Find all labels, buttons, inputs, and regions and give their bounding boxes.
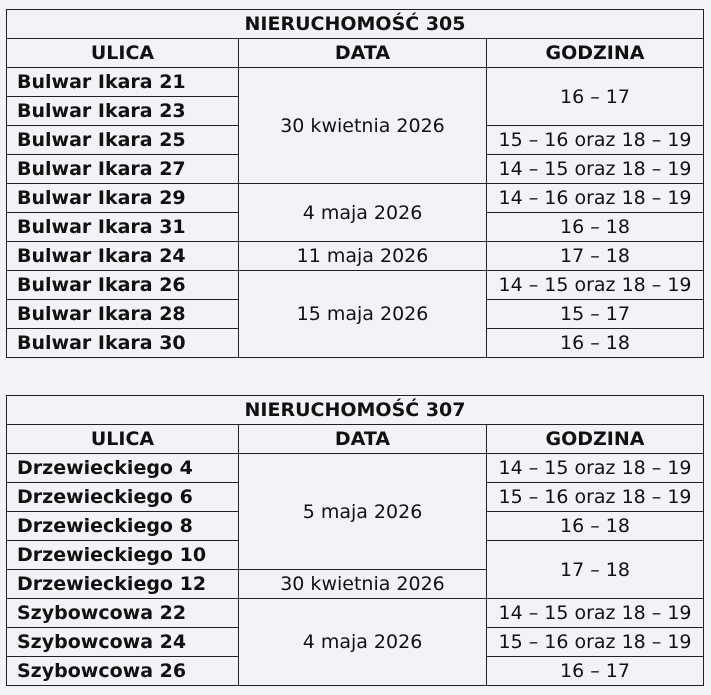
table-row	[7, 454, 704, 483]
table-row	[7, 242, 704, 271]
hour-cell: 15 – 16 oraz 18 – 19	[487, 628, 704, 657]
hour-cell: 14 – 15 oraz 18 – 19	[487, 454, 704, 483]
date-cell: 5 maja 2026	[239, 454, 487, 570]
street-cell: Bulwar Ikara 31	[7, 213, 239, 242]
street-cell: Bulwar Ikara 21	[7, 68, 239, 97]
hour-cell: 14 – 15 oraz 18 – 19	[487, 271, 704, 300]
street-cell: Bulwar Ikara 25	[7, 126, 239, 155]
street-cell: Drzewieckiego 12	[7, 570, 239, 599]
date-cell: 11 maja 2026	[239, 242, 487, 271]
header-street: ULICA	[7, 425, 239, 454]
table-row	[7, 599, 704, 628]
street-cell: Bulwar Ikara 30	[7, 329, 239, 358]
street-cell: Bulwar Ikara 24	[7, 242, 239, 271]
hour-cell: 15 – 16 oraz 18 – 19	[487, 126, 704, 155]
hour-cell: 14 – 16 oraz 18 – 19	[487, 184, 704, 213]
table-row	[7, 184, 704, 213]
header-date: DATA	[239, 39, 487, 68]
street-cell: Drzewieckiego 4	[7, 454, 239, 483]
street-cell: Drzewieckiego 10	[7, 541, 239, 570]
street-cell: Bulwar Ikara 23	[7, 97, 239, 126]
hour-cell: 17 – 18	[487, 541, 704, 599]
street-cell: Szybowcowa 24	[7, 628, 239, 657]
street-cell: Bulwar Ikara 28	[7, 300, 239, 329]
table-row	[7, 271, 704, 300]
table-title: NIERUCHOMOŚĆ 307	[7, 396, 704, 425]
header-date: DATA	[239, 425, 487, 454]
date-cell: 30 kwietnia 2026	[239, 570, 487, 599]
hour-cell: 16 – 18	[487, 512, 704, 541]
table-row	[7, 68, 704, 97]
hour-cell: 16 – 17	[487, 68, 704, 126]
street-cell: Bulwar Ikara 27	[7, 155, 239, 184]
table-title: NIERUCHOMOŚĆ 305	[7, 10, 704, 39]
date-cell: 4 maja 2026	[239, 599, 487, 686]
street-cell: Bulwar Ikara 26	[7, 271, 239, 300]
street-cell: Szybowcowa 26	[7, 657, 239, 686]
date-cell: 4 maja 2026	[239, 184, 487, 242]
street-cell: Drzewieckiego 6	[7, 483, 239, 512]
street-cell: Szybowcowa 22	[7, 599, 239, 628]
hour-cell: 16 – 17	[487, 657, 704, 686]
header-hour: GODZINA	[487, 39, 704, 68]
hour-cell: 14 – 15 oraz 18 – 19	[487, 155, 704, 184]
street-cell: Drzewieckiego 8	[7, 512, 239, 541]
header-hour: GODZINA	[487, 425, 704, 454]
street-cell: Bulwar Ikara 29	[7, 184, 239, 213]
hour-cell: 15 – 17	[487, 300, 704, 329]
hour-cell: 16 – 18	[487, 213, 704, 242]
schedule-table-307	[6, 395, 704, 686]
hour-cell: 16 – 18	[487, 329, 704, 358]
date-cell: 30 kwietnia 2026	[239, 68, 487, 184]
hour-cell: 14 – 15 oraz 18 – 19	[487, 599, 704, 628]
schedule-table-305	[6, 9, 704, 358]
hour-cell: 17 – 18	[487, 242, 704, 271]
hour-cell: 15 – 16 oraz 18 – 19	[487, 483, 704, 512]
date-cell: 15 maja 2026	[239, 271, 487, 358]
header-street: ULICA	[7, 39, 239, 68]
